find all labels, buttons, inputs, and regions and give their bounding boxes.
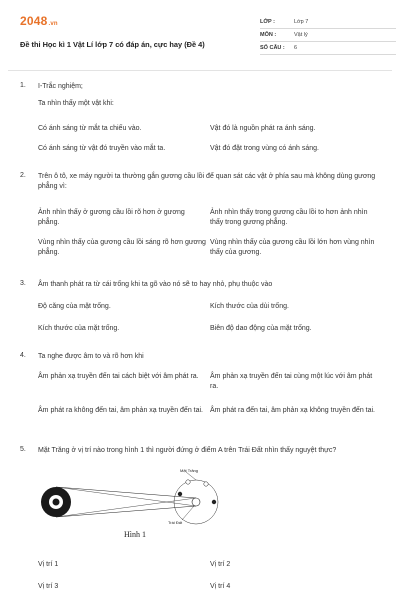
answer-option[interactable]: Kích thước của mặt trống. [38, 325, 120, 332]
question-text: Âm thanh phát ra từ cái trống khi ta gõ vào nó sẽ to hay nhỏ, phụ thuộc vào [38, 281, 273, 288]
question-text: Ta nghe được âm to và rõ hơn khi [38, 353, 144, 360]
answer-option[interactable]: Vật đó là nguồn phát ra ánh sáng. [210, 125, 316, 132]
answer-option[interactable]: Ảnh nhìn thấy trong gương cầu lồi to hơn ảnh nhìn thấy trong gương phẳng. [210, 209, 368, 226]
site-logo[interactable]: 2048.vn [20, 14, 58, 28]
answer-option[interactable]: Biên độ dao động của mặt trống. [210, 325, 312, 332]
question-number: 3. [20, 280, 26, 287]
answer-option[interactable]: Âm phát ra đến tai, âm phản xạ không truyền đến tai. [210, 407, 375, 414]
meta-key: LỚP : [260, 19, 275, 25]
answer-option[interactable]: Độ căng của mặt trống. [38, 303, 111, 310]
meta-row-grade [260, 16, 396, 29]
answer-option[interactable]: Vị trí 3 [38, 583, 59, 590]
answer-option[interactable]: Có ánh sáng từ mắt ta chiếu vào. [38, 125, 142, 132]
question-text: I-Trắc nghiệm; [38, 83, 83, 90]
earth-pointer [182, 506, 194, 520]
answer-option[interactable]: Âm phản xạ truyền đến tai cách biệt với âm phát ra. [38, 373, 199, 380]
answer-option[interactable]: Vật đó đặt trong vùng có ánh sáng. [210, 145, 319, 152]
meta-table [260, 16, 396, 55]
question-3 [20, 280, 386, 340]
meta-row-count [260, 42, 396, 55]
answer-option[interactable]: Vùng nhìn thấy của gương cầu lồi lớn hơn vùng nhìn thấy của gương. [210, 239, 375, 256]
answer-option[interactable]: Vùng nhìn thấy của gương cầu lồi sáng rõ hơn gương phẳng. [38, 239, 206, 256]
answer-option[interactable]: Vị trí 2 [210, 561, 231, 568]
question-text: Trên ô tô, xe máy người ta thường gắn gương cầu lồi để quan sát các vật ở phía sau mà không dùng gương phẳng vì: [38, 173, 376, 190]
meta-value: Lớp 7 [294, 19, 309, 25]
earth-label: Trái Đất [168, 520, 183, 525]
moon-position-4 [212, 500, 216, 504]
question-number: 1. [20, 82, 26, 89]
question-number: 5. [20, 446, 26, 453]
question-number: 4. [20, 352, 26, 359]
document-title: Đề thi Học kì 1 Vật Lí lớp 7 có đáp án, cực hay (Đề 4) [20, 40, 205, 49]
answer-option[interactable]: Vị trí 4 [210, 583, 231, 590]
moon-position-3 [204, 482, 208, 486]
moon-pointer [186, 472, 196, 480]
moon-label: Mặt Trăng [180, 468, 199, 473]
answer-option[interactable]: Âm phát ra không đến tai, âm phản xạ truyền đến tai. [38, 407, 203, 414]
moon-position-1 [178, 492, 182, 496]
answer-option[interactable]: Kích thước của dùi trống. [210, 303, 289, 310]
answer-option[interactable]: Ảnh nhìn thấy ở gương cầu lồi rõ hơn ở gương phẳng. [38, 209, 185, 226]
meta-key: SỐ CÂU : [260, 45, 285, 51]
meta-row-subject [260, 29, 396, 42]
header [16, 8, 386, 64]
question-subtext: Ta nhìn thấy một vật khi: [38, 100, 114, 107]
question-number: 2. [20, 172, 26, 179]
question-2 [20, 172, 386, 264]
question-text: Mặt Trăng ở vị trí nào trong hình 1 thì người đứng ở điểm A trên Trái Đất nhìn thấy nguyệt thực? [38, 447, 337, 454]
header-divider [8, 70, 392, 71]
answer-option[interactable]: Có ánh sáng từ vật đó truyền vào mắt ta. [38, 145, 166, 152]
question-4 [20, 352, 386, 432]
question-1 [20, 82, 386, 162]
answer-option[interactable]: Âm phản xạ truyền đến tai cùng một lúc với âm phát ra. [210, 373, 373, 390]
sun-center [53, 499, 60, 506]
answer-option[interactable]: Vị trí 1 [38, 561, 59, 568]
meta-value: 6 [294, 45, 298, 51]
moon-position-2 [186, 480, 190, 484]
meta-value: Vật lý [294, 32, 308, 38]
earth-shape [192, 498, 200, 506]
meta-key: MÔN : [260, 32, 277, 38]
figure-caption: Hình 1 [124, 530, 146, 539]
